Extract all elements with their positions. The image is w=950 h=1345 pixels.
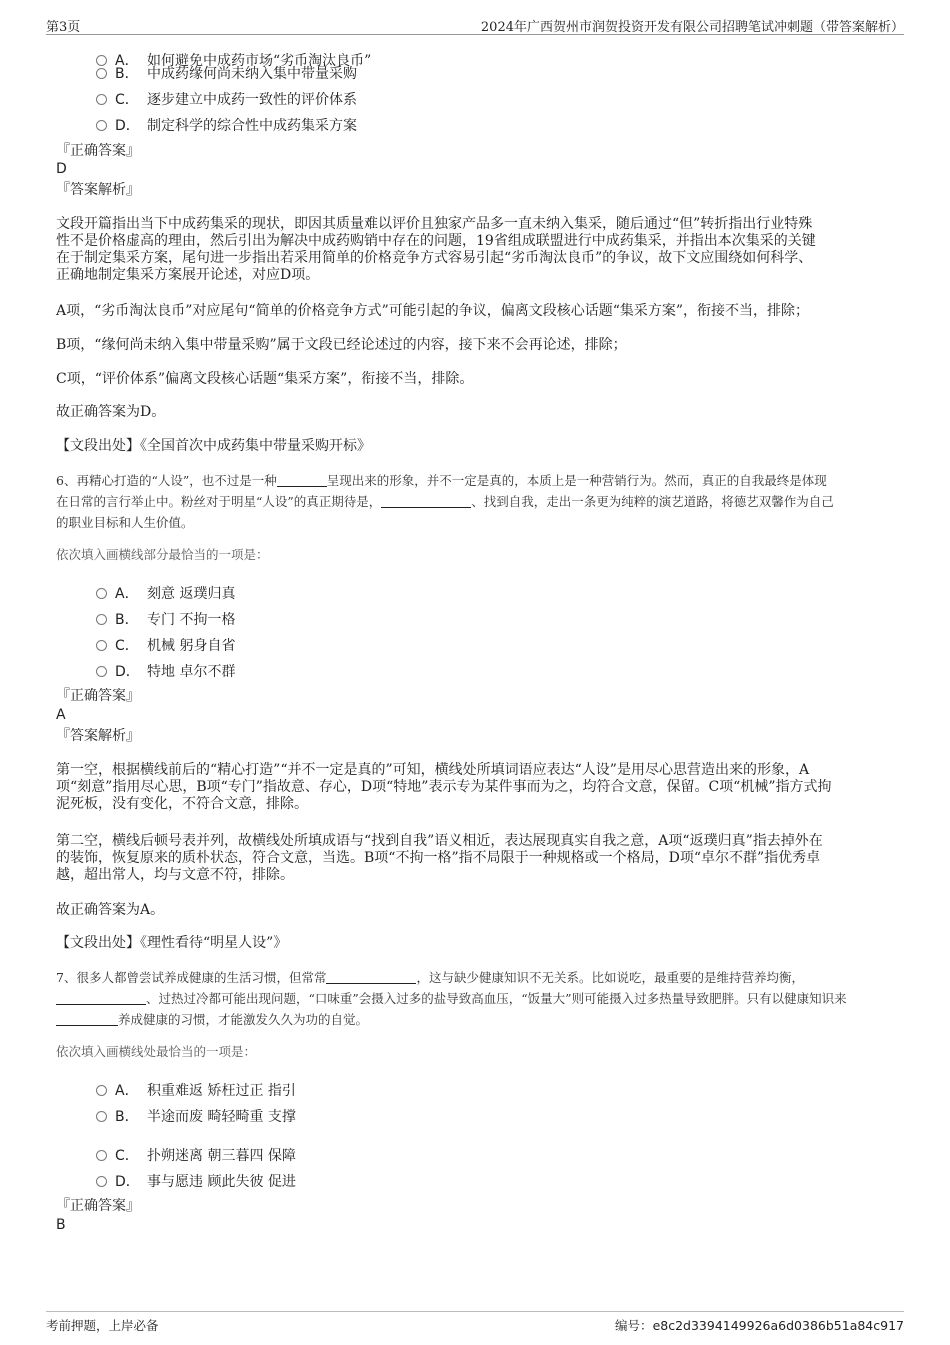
q5-conclusion: 故正确答案为D。 xyxy=(56,404,166,420)
q5-source: 【文段出处】《全国首次中成药集中带量采购开标》 xyxy=(56,438,371,454)
q7-prompt: 依次填入画横线处最恰当的一项是： xyxy=(56,1044,257,1059)
q6-answer: A xyxy=(56,707,66,723)
q5-option-b-analysis: B项，“缘何尚未纳入集中带量采购”属于文段已经论述过的内容，接下来不会再论述，排除； xyxy=(56,337,627,353)
radio-icon[interactable] xyxy=(96,640,107,651)
document-id: 编号：e8c2d3394149926a6d0386b51a84c917 xyxy=(615,1318,904,1333)
q7-stem: 7、很多人都曾尝试养成健康的生活习惯，但常常 ，这与缺少健康知识不无关系。比如说吃，最重要的是维持营养均衡， 、过热过冷都可能出现问题，“口味重”会摄入过多的盐导致高血压，“饭量大”则可能摄入过多热量导致肥胖。只有以健康知识来 养成健康的习惯，才能激发久久为功的自觉。 xyxy=(56,970,847,1027)
q6-prompt: 依次填入画横线部分最恰当的一项是： xyxy=(56,547,269,562)
q5-option-b[interactable]: B． 中成药缘何尚未纳入集中带量采购 xyxy=(96,63,357,83)
q6-stem: 6、再精心打造的“人设”，也不过是一种 呈现出来的形象，并不一定是真的，本质上是一种营销行为。然而，真正的自我最终是体现 在日常的言行举止中。粉丝对于明星“人设”的真正期待是， 、找到自我，走出一条更为纯粹的演艺道路，将德艺双馨作为自己 的职业目标和人生价值。 xyxy=(56,473,834,530)
q7-option-c[interactable]: C． 扑朔迷离 朝三暮四 保障 xyxy=(96,1145,296,1165)
radio-icon[interactable] xyxy=(96,120,107,131)
radio-icon[interactable] xyxy=(96,1150,107,1161)
q6-analysis-label: 『答案解析』 xyxy=(56,728,140,744)
page-header xyxy=(46,14,904,35)
q5-option-a[interactable]: A． 如何避免中成药市场“劣币淘汰良币” xyxy=(96,50,371,70)
q5-option-a-analysis: A项，“劣币淘汰良币”对应尾句“简单的价格竞争方式”可能引起的争议，偏离文段核心话题“集采方案”，衔接不当，排除； xyxy=(56,303,810,319)
q6-answer-label: 『正确答案』 xyxy=(56,688,140,704)
q6-analysis-blank-2: 第二空，横线后顿号表并列，故横线处所填成语与“找到自我”语义相近，表达展现真实自我之意，A项“返璞归真”指去掉外在 的装饰，恢复原来的质朴状态，符合文意，当选。B项“不拘一格”指不局限于一种规格或一个格局，D项“卓尔不群”指优秀卓 越，超出常人，均与文意不符，排除。 xyxy=(56,833,823,883)
document-title: 2024年广西贺州市润贺投资开发有限公司招聘笔试冲刺题（带答案解析） xyxy=(480,20,904,35)
q7-option-b[interactable]: B． 半途而废 畸轻畸重 支撑 xyxy=(96,1106,296,1126)
radio-icon[interactable] xyxy=(96,666,107,677)
q5-option-c-analysis: C项，“评价体系”偏离文段核心话题“集采方案”，衔接不当，排除。 xyxy=(56,371,474,387)
fill-blank xyxy=(381,495,471,508)
q7-option-d[interactable]: D． 事与愿违 顾此失彼 促进 xyxy=(96,1171,296,1191)
q6-analysis-blank-1: 第一空，根据横线前后的“精心打造”“并不一定是真的”可知，横线处所填词语应表达“人设”是用尽心思营造出来的形象，A 项“刻意”指用尽心思，B项“专门”指故意、存心，D项“特地”表示专为某件事而为之，均符合文意，保留。C项“机械”指方式拘 泥死板，没有变化，不符合文意，排除。 xyxy=(56,762,832,812)
q6-option-c[interactable]: C． 机械 躬身自省 xyxy=(96,635,235,655)
radio-icon[interactable] xyxy=(96,1085,107,1096)
q6-option-a[interactable]: A． 刻意 返璞归真 xyxy=(96,583,235,603)
fill-blank xyxy=(326,971,416,984)
q6-option-b[interactable]: B． 专门 不拘一格 xyxy=(96,609,235,629)
q6-option-d[interactable]: D． 特地 卓尔不群 xyxy=(96,661,235,681)
radio-icon[interactable] xyxy=(96,1176,107,1187)
page-footer xyxy=(46,1311,904,1338)
fill-blank xyxy=(277,474,327,487)
page-number: 第3页 xyxy=(46,20,81,35)
q7-answer: B xyxy=(56,1217,66,1233)
radio-icon[interactable] xyxy=(96,614,107,625)
q5-option-c[interactable]: C． 逐步建立中成药一致性的评价体系 xyxy=(96,89,357,109)
q7-option-a[interactable]: A． 积重难返 矫枉过正 指引 xyxy=(96,1080,296,1100)
radio-icon[interactable] xyxy=(96,68,107,79)
fill-blank xyxy=(56,992,146,1005)
q6-source: 【文段出处】《理性看待“明星人设”》 xyxy=(56,935,288,951)
footer-slogan: 考前押题，上岸必备 xyxy=(46,1318,159,1333)
radio-icon[interactable] xyxy=(96,94,107,105)
radio-icon[interactable] xyxy=(96,588,107,599)
q5-analysis: 文段开篇指出当下中成药集采的现状，即因其质量难以评价且独家产品多一直未纳入集采，随后通过“但”转折指出行业特殊 性不是价格虚高的理由，然后引出为解决中成药购销中存在的问题，19省组成联盟进行中成药集采，并指出本次集采的关键 在于制定集采方案，尾句进一步指出若采用简单的价格竞争方式容易引起“劣币淘汰良币”的争议，故下文应围绕如何科学、 正确地制定集采方案展开论述，对应D项。 xyxy=(56,216,816,283)
q5-answer: D xyxy=(56,161,67,177)
fill-blank xyxy=(56,1013,118,1026)
q7-answer-label: 『正确答案』 xyxy=(56,1198,140,1214)
q5-option-d[interactable]: D． 制定科学的综合性中成药集采方案 xyxy=(96,115,357,135)
q5-answer-label: 『正确答案』 xyxy=(56,143,140,159)
q5-analysis-label: 『答案解析』 xyxy=(56,182,140,198)
radio-icon[interactable] xyxy=(96,1111,107,1122)
q6-conclusion: 故正确答案为A。 xyxy=(56,902,165,918)
